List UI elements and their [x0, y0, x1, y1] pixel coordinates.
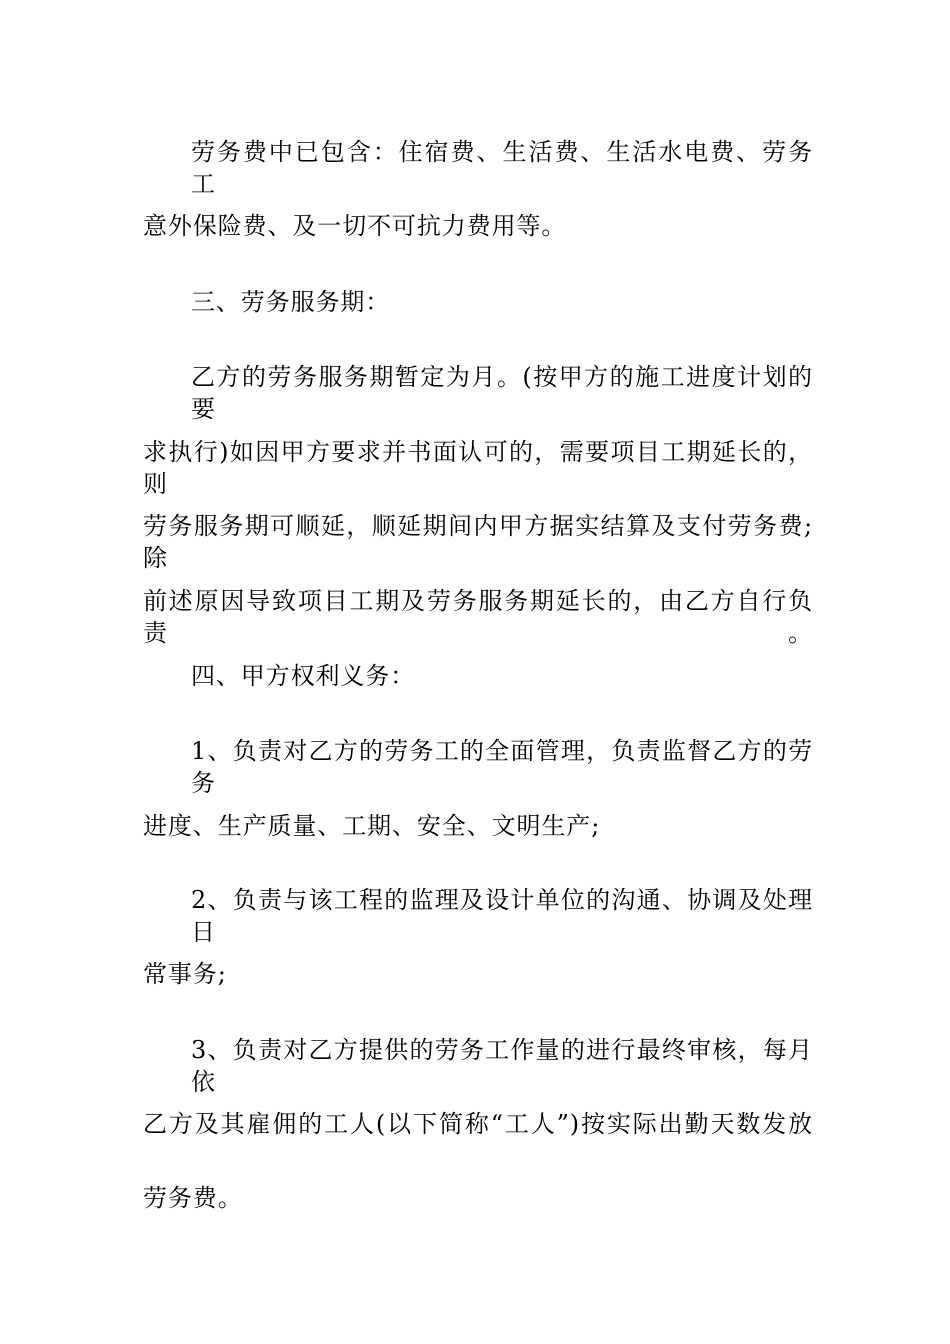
- paragraph-line: 常事务;: [143, 960, 227, 988]
- paragraph-line: 劳务服务期可顺延，顺延期间内甲方据实结算及支付劳务费;除: [143, 512, 813, 572]
- paragraph-line: 劳务费。: [143, 1184, 243, 1212]
- paragraph-line: 2、负责与该工程的监理及设计单位的沟通、协调及处理日: [191, 886, 813, 946]
- paragraph-line: 乙方及其雇佣的工人(以下简称“工人”)按实际出勤天数发放: [143, 1110, 813, 1138]
- paragraph-line: 意外保险费、及一切不可抗力费用等。: [143, 212, 567, 240]
- paragraph-line: 求执行)如因甲方要求并书面认可的，需要项目工期延长的，则: [143, 438, 813, 498]
- paragraph-line: 前述原因导致项目工期及劳务服务期延长的，由乙方自行负责。: [143, 587, 813, 647]
- paragraph-line: 乙方的劳务服务期暂定为月。(按甲方的施工进度计划的要: [191, 363, 813, 423]
- paragraph-line: 1、负责对乙方的劳务工的全面管理，负责监督乙方的劳务: [191, 737, 813, 797]
- paragraph-line: 3、负责对乙方提供的劳务工作量的进行最终审核，每月依: [191, 1036, 813, 1096]
- paragraph-line: 进度、生产质量、工期、安全、文明生产;: [143, 812, 601, 840]
- paragraph-line: 劳务费中已包含：住宿费、生活费、生活水电费、劳务工: [191, 138, 813, 198]
- section-heading: 四、甲方权利义务：: [191, 662, 416, 690]
- section-heading: 三、劳务服务期：: [191, 288, 391, 316]
